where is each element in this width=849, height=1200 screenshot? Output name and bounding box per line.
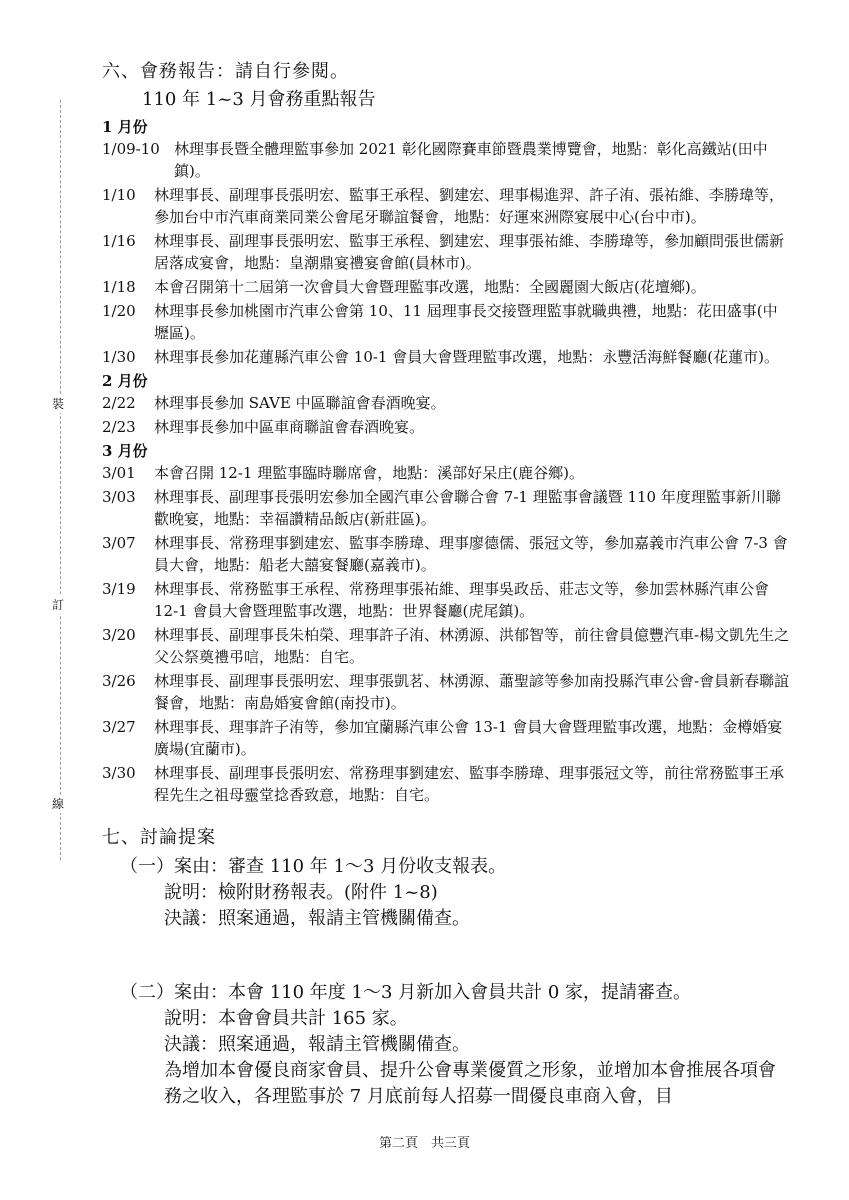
report-entry — [102, 416, 792, 438]
entry-date: 3/19 — [102, 580, 136, 598]
report-entry — [102, 346, 792, 368]
motion-1-case: （一）案由：審查 110 年 1～3 月份收支報表。 — [120, 856, 507, 877]
binding-line — [60, 100, 61, 860]
binding-mark-1: 裝 — [52, 397, 65, 411]
entry-date: 3/01 — [102, 464, 136, 482]
entry-text: 林理事長暨全體理監事參加 2021 彰化國際賽車節暨農業博覽會，地點：彰化高鐵站(田中鎮)。 — [174, 140, 768, 180]
report-entry — [102, 762, 792, 806]
month-heading: 2 月份 — [102, 372, 148, 390]
report-entry — [102, 138, 792, 182]
section7-title: 七、討論提案 — [102, 827, 216, 848]
entry-date: 1/30 — [102, 348, 136, 366]
entry-text: 林理事長、副理事長朱柏榮、理事許子洧、林湧源、洪郁智等，前往會員億豐汽車-楊文凱先生之父公祭奠禮弔唁，地點：自宅。 — [154, 626, 790, 666]
entry-text: 林理事長、副理事長張明宏參加全國汽車公會聯合會 7-1 理監事會議暨 110 年度理監事新川聯歡晚宴，地點：幸福讚精品飯店(新莊區)。 — [154, 488, 781, 528]
binding-mark-2: 訂 — [52, 598, 65, 612]
report-title: 110 年 1~3 月會務重點報告 — [142, 89, 376, 110]
motion-1 — [120, 854, 792, 932]
report-entry — [102, 462, 792, 484]
report-entry — [102, 300, 792, 344]
monthly-report — [102, 116, 792, 806]
entry-text: 林理事長、副理事長張明宏、常務理事劉建宏、監事李勝瑋、理事張冠文等，前往常務監事王承程先生之祖母靈堂捻香致意，地點：自宅。 — [154, 764, 785, 804]
entry-text: 林理事長參加花蓮縣汽車公會 10-1 會員大會暨理監事改選，地點：永豐活海鮮餐廳(花蓮市)。 — [154, 348, 779, 366]
motion-2 — [120, 980, 792, 1110]
report-entry — [102, 532, 792, 576]
motion-2-explain: 說明：本會會員共計 165 家。 — [164, 1008, 408, 1029]
entry-text: 林理事長參加桃園市汽車公會第 10、11 屆理事長交接暨理監事就職典禮，地點：花田盛事(中壢區)。 — [154, 302, 778, 342]
entry-text: 林理事長、常務理事劉建宏、監事李勝瑋、理事廖德儒、張冠文等，參加嘉義市汽車公會 7-3 會員大會，地點：船老大囍宴餐廳(嘉義市)。 — [154, 534, 788, 574]
report-entry — [102, 486, 792, 530]
entry-date: 3/07 — [102, 534, 136, 552]
binding-mark-3: 線 — [52, 797, 65, 811]
motion-2-extra: 為增加本會優良商家會員、提升公會專業優質之形象，並增加本會推展各項會務之收入，各理監事於 7 月底前每人招募一間優良車商入會，目 — [164, 1060, 776, 1107]
page-footer: 第二頁 共三頁 — [378, 1136, 470, 1151]
entry-date: 3/30 — [102, 764, 136, 782]
entry-text: 林理事長、常務監事王承程、常務理事張祐維、理事吳政岳、莊志文等，參加雲林縣汽車公會 12-1 會員大會暨理監事改選，地點：世界餐廳(虎尾鎮)。 — [154, 580, 770, 620]
report-entry — [102, 578, 792, 622]
report-entry — [102, 624, 792, 668]
month-heading: 3 月份 — [102, 442, 148, 460]
entry-date: 2/23 — [102, 418, 136, 436]
report-entry — [102, 276, 792, 298]
motion-2-resolution: 決議：照案通過，報請主管機關備查。 — [164, 1034, 470, 1055]
document-body — [102, 58, 792, 1110]
entry-date: 3/03 — [102, 488, 136, 506]
entry-date: 1/10 — [102, 186, 136, 204]
entry-text: 林理事長參加 SAVE 中區聯誼會春酒晚宴。 — [154, 394, 446, 412]
report-entry — [102, 184, 792, 228]
section6-title: 六、會務報告：請自行參閱。 — [102, 61, 349, 82]
motion-1-explain: 說明：檢附財務報表。(附件 1~8) — [164, 882, 438, 903]
report-entry — [102, 670, 792, 714]
report-entry — [102, 716, 792, 760]
motion-2-case: （二）案由：本會 110 年度 1～3 月新加入會員共計 0 家，提請審查。 — [120, 982, 692, 1003]
entry-date: 3/26 — [102, 672, 136, 690]
entry-text: 林理事長、副理事長張明宏、理事張凱茗、林湧源、蕭聖諺等參加南投縣汽車公會-會員新春聯誼餐會，地點：南島婚宴會館(南投市)。 — [154, 672, 790, 712]
entry-date: 2/22 — [102, 394, 136, 412]
entry-date: 3/27 — [102, 718, 136, 736]
entry-text: 林理事長、副理事長張明宏、監事王承程、劉建宏、理事楊進羿、許子洧、張祐維、李勝瑋等，參加台中市汽車商業同業公會尾牙聯誼餐會，地點：好運來洲際宴展中心(台中市)。 — [154, 186, 785, 226]
entry-date: 1/16 — [102, 232, 136, 250]
month-heading: 1 月份 — [102, 118, 148, 136]
entry-text: 林理事長、理事許子洧等，參加宜蘭縣汽車公會 13-1 會員大會暨理監事改選，地點：金樽婚宴廣場(宜蘭市)。 — [154, 718, 783, 758]
entry-date: 1/18 — [102, 278, 136, 296]
entry-text: 本會召開 12-1 理監事臨時聯席會，地點：溪部好呆庄(鹿谷鄉)。 — [154, 464, 584, 482]
entry-text: 本會召開第十二屆第一次會員大會暨理監事改選，地點：全國麗園大飯店(花壇鄉)。 — [154, 278, 706, 296]
entry-text: 林理事長、副理事長張明宏、監事王承程、劉建宏、理事張祐維、李勝瑋等，參加顧問張世儒新居落成宴會，地點：皇潮鼎宴禮宴會館(員林市)。 — [154, 232, 785, 272]
entry-date: 1/20 — [102, 302, 136, 320]
entry-date: 3/20 — [102, 626, 136, 644]
report-entry — [102, 230, 792, 274]
report-entry — [102, 392, 792, 414]
motion-1-resolution: 決議：照案通過，報請主管機關備查。 — [164, 908, 470, 929]
entry-date: 1/09-10 — [102, 140, 160, 158]
entry-text: 林理事長參加中區車商聯誼會春酒晚宴。 — [154, 418, 425, 436]
